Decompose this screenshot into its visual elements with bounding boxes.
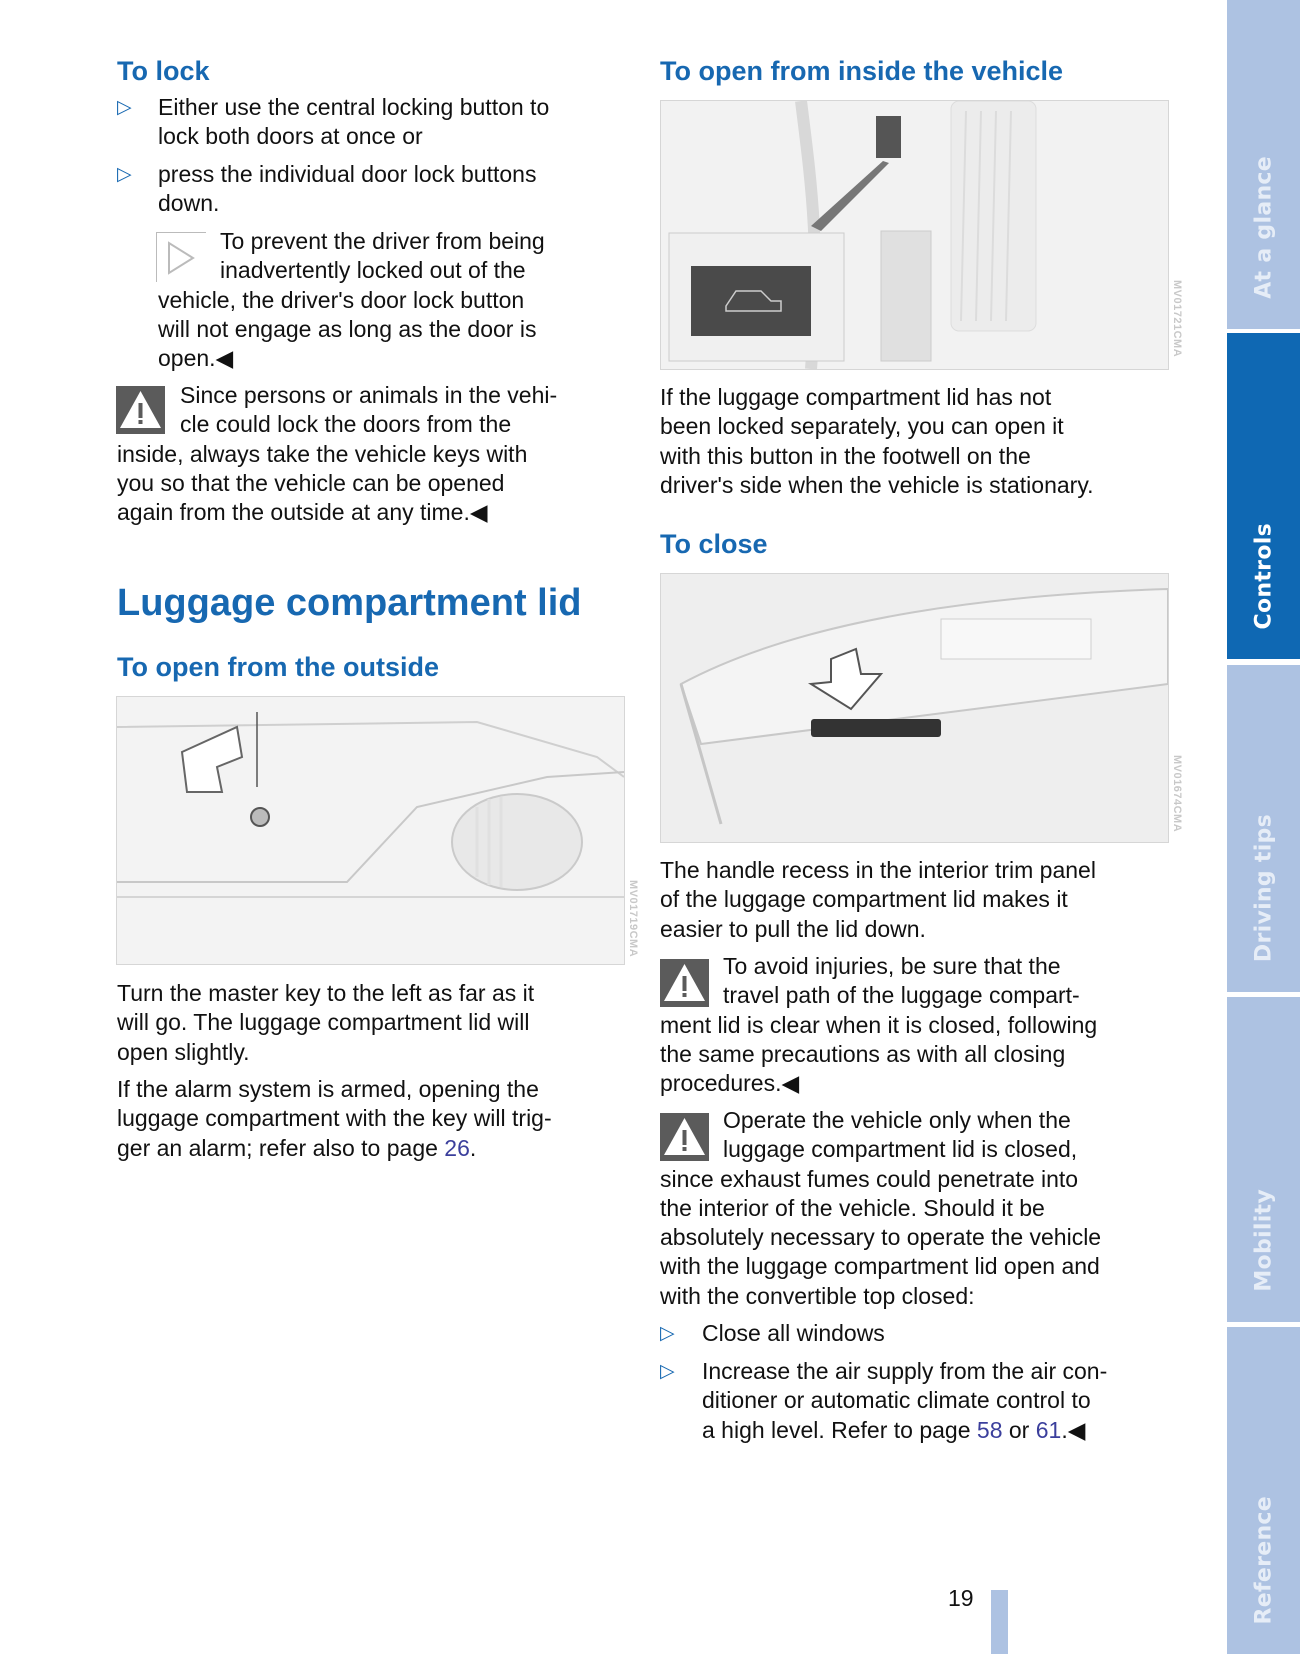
bullet-text	[702, 1357, 1107, 1445]
bullet-text	[702, 1319, 885, 1348]
page-link[interactable]: 58	[976, 1416, 1003, 1443]
tab-label: Reference	[1251, 1495, 1276, 1624]
text-line: open.◀	[158, 345, 234, 372]
text-line: lock both doors at once or	[158, 123, 423, 150]
heading-open-inside: To open from inside the vehicle	[660, 56, 1064, 86]
text-line: with the luggage compartment lid open and	[660, 1253, 1100, 1280]
figure-code: MV01719CMA	[627, 880, 639, 958]
heading-open-outside: To open from the outside	[117, 652, 439, 682]
tab-label: Mobility	[1251, 1189, 1276, 1292]
page-link[interactable]: 26	[444, 1134, 470, 1161]
bullet-triangle-icon: ▷	[117, 97, 132, 118]
text-segment: ger an alarm; refer also to page	[117, 1134, 445, 1161]
text-segment: a high level. Refer to page	[702, 1416, 977, 1443]
text-line: Turn the master key to the left as far as it	[117, 980, 535, 1006]
text-line: luggage compartment with the key will trig-	[117, 1105, 552, 1132]
text-line: will go. The luggage compartment lid will	[117, 1009, 530, 1036]
text-line: procedures.◀	[660, 1070, 800, 1097]
text-line: Close all windows	[702, 1320, 885, 1346]
text-line: the interior of the vehicle. Should it be	[660, 1194, 1045, 1221]
paragraph	[660, 856, 1096, 944]
tab-label: Driving tips	[1251, 813, 1276, 962]
paragraph	[117, 1075, 552, 1163]
text-line	[702, 1416, 1107, 1445]
bullet-text	[158, 160, 536, 219]
text-line: since exhaust fumes could penetrate into	[660, 1165, 1079, 1192]
text-line: again from the outside at any time.◀	[117, 499, 488, 526]
tab-reference[interactable]	[1227, 1327, 1300, 1654]
text-line: The handle recess in the interior trim panel	[660, 857, 1096, 883]
text-line	[117, 1134, 552, 1163]
tab-label: At a glance	[1251, 156, 1276, 299]
text-line: To prevent the driver from being	[220, 228, 545, 254]
figure-code: MV01721CMA	[1171, 280, 1183, 358]
figure-footwell-button	[660, 100, 1169, 370]
text-line: inadvertently locked out of the	[220, 257, 526, 284]
note-text	[158, 227, 545, 373]
text-line: Either use the central locking button to	[158, 94, 550, 120]
section-title: Luggage compartment lid	[117, 582, 582, 624]
heading-to-close: To close	[660, 529, 768, 559]
text-line: down.	[158, 190, 220, 217]
bullet-triangle-icon: ▷	[660, 1361, 675, 1382]
text-line: vehicle, the driver's door lock button	[158, 286, 525, 313]
tab-controls[interactable]	[1227, 333, 1300, 659]
bullet-triangle-icon: ▷	[117, 164, 132, 185]
text-line: with this button in the footwell on the	[660, 442, 1031, 469]
tab-label: Controls	[1251, 522, 1276, 629]
tab-mobility[interactable]	[1227, 997, 1300, 1322]
text-line: will not engage as long as the door is	[158, 315, 537, 342]
text-line: luggage compartment lid is closed,	[723, 1136, 1078, 1163]
heading-to-lock: To lock	[117, 56, 210, 86]
tab-driving-tips[interactable]	[1227, 665, 1300, 992]
text-line: driver's side when the vehicle is stationary.	[660, 471, 1094, 498]
page-number: 19	[948, 1585, 974, 1611]
text-line: with the convertible top closed:	[660, 1282, 975, 1309]
text-line: cle could lock the doors from the	[180, 411, 512, 438]
paragraph	[117, 979, 534, 1067]
text-line: ment lid is clear when it is closed, following	[660, 1011, 1098, 1038]
text-line: If the alarm system is armed, opening the	[117, 1076, 539, 1102]
text-line: If the luggage compartment lid has not	[660, 384, 1052, 410]
warning-text	[660, 952, 1097, 1098]
paragraph	[660, 383, 1094, 500]
tab-at-a-glance[interactable]	[1227, 0, 1300, 329]
text-segment: or	[1002, 1416, 1036, 1443]
text-line: open slightly.	[117, 1038, 250, 1065]
figure-handle-recess	[660, 573, 1169, 843]
warning-text	[660, 1106, 1101, 1311]
text-line: travel path of the luggage compart-	[723, 982, 1080, 1009]
text-line: been locked separately, you can open it	[660, 413, 1064, 440]
text-line: press the individual door lock buttons	[158, 161, 537, 187]
text-segment: .◀	[1061, 1416, 1086, 1443]
text-line: easier to pull the lid down.	[660, 915, 926, 942]
text-line: ditioner or automatic climate control to	[702, 1387, 1091, 1414]
text-line: absolutely necessary to operate the vehicle	[660, 1224, 1102, 1251]
bullet-triangle-icon: ▷	[660, 1323, 675, 1344]
text-line: the same precautions as with all closing	[660, 1040, 1066, 1067]
bullet-text	[158, 93, 549, 152]
text-line: inside, always take the vehicle keys with	[117, 440, 528, 467]
text-segment: .	[469, 1134, 477, 1161]
text-line: Since persons or animals in the vehi-	[180, 382, 558, 408]
warning-text	[117, 381, 557, 527]
text-line: To avoid injuries, be sure that the	[723, 953, 1061, 979]
figure-code: MV01674CMA	[1171, 755, 1183, 833]
text-line: Increase the air supply from the air con-	[702, 1358, 1108, 1384]
page-marker	[991, 1590, 1008, 1654]
text-line: you so that the vehicle can be opened	[117, 469, 505, 496]
figure-rear-lock	[116, 696, 625, 965]
page-link[interactable]: 61	[1035, 1416, 1062, 1443]
text-line: of the luggage compartment lid makes it	[660, 886, 1068, 913]
text-line: Operate the vehicle only when the	[723, 1107, 1071, 1133]
